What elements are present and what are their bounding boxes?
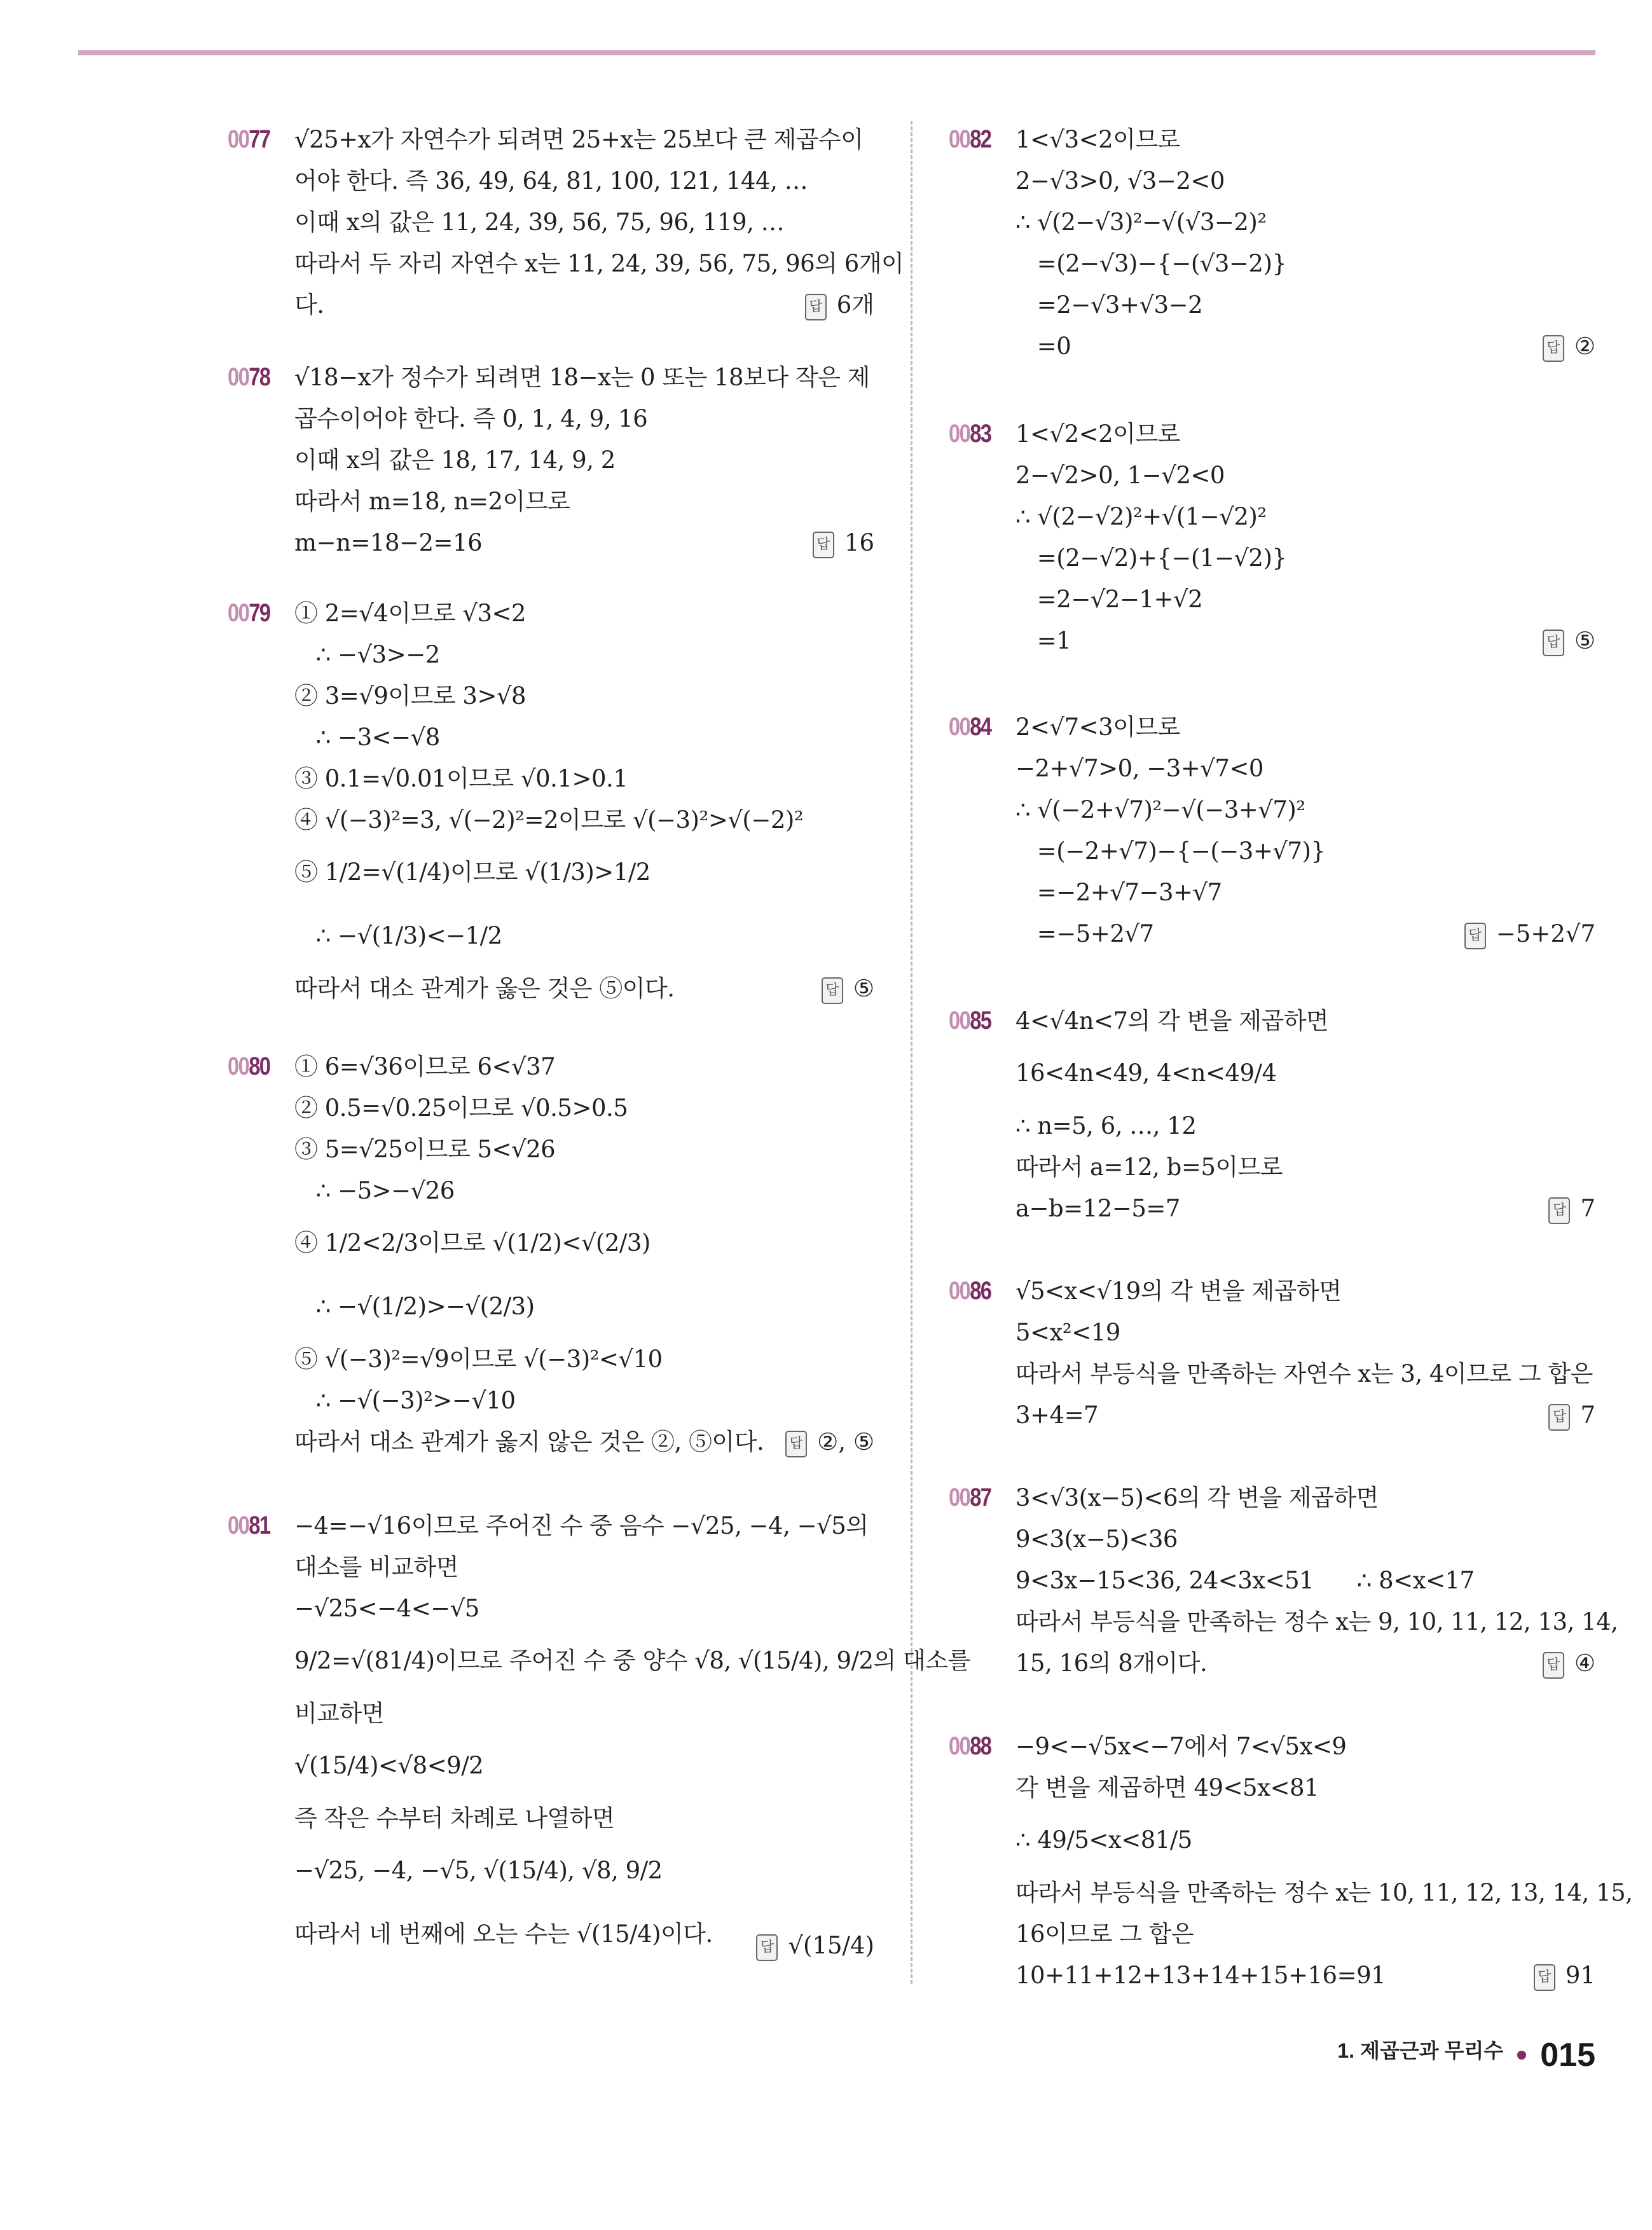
- solution-line: 15, 16의 8개이다.: [1015, 1649, 1208, 1677]
- solution-line: 따라서 부등식을 만족하는 정수 x는 10, 11, 12, 13, 14, 15,: [1015, 1879, 1633, 1906]
- solution-line: √25+x가 자연수가 되려면 25+x는 25보다 큰 제곱수이: [294, 126, 864, 153]
- solution-line: a−b=12−5=7: [1015, 1195, 1180, 1222]
- answer: [1543, 1642, 1595, 1684]
- answer: [756, 1925, 874, 1966]
- solution-0086: [949, 1270, 1595, 1436]
- solution-line: ⑤ 1/2=√(1/4)이므로 √(1/3)>1/2: [294, 858, 650, 886]
- solution-line: √(15/4)<√8<9/2: [294, 1752, 484, 1779]
- solution-line: 9<3x−15<36, 24<3x<51 ∴ 8<x<17: [1015, 1567, 1475, 1594]
- solution-line: −4=−√16이므로 주어진 수 중 음수 −√25, −4, −√5의: [294, 1512, 869, 1539]
- solution-line: 따라서 부등식을 만족하는 정수 x는 9, 10, 11, 12, 13, 14,: [1015, 1608, 1618, 1635]
- solution-0078: [228, 357, 874, 563]
- answer: [785, 1421, 874, 1463]
- solution-line: 2−√3>0, √3−2<0: [1015, 167, 1225, 195]
- problem-number: 0077: [228, 125, 270, 153]
- solution-line: 2−√2>0, 1−√2<0: [1015, 462, 1225, 489]
- solution-line: −2+√7>0, −3+√7<0: [1015, 755, 1263, 782]
- problem-number: 0085: [949, 1007, 991, 1035]
- solution-line: 다.: [294, 291, 324, 319]
- answer-badge-icon: 답: [822, 977, 843, 1004]
- solution-line: ∴ 49/5<x<81/5: [1015, 1826, 1192, 1854]
- solution-line: =(2−√3)−{−(√3−2)}: [1015, 250, 1287, 277]
- answer-value: ⑤: [1574, 627, 1595, 654]
- solution-line: =1: [1015, 627, 1071, 654]
- solution-line: 비교하면: [294, 1700, 384, 1727]
- solution-line: ∴ n=5, 6, …, 12: [1015, 1112, 1197, 1139]
- solution-line: 2<√7<3이므로: [1015, 713, 1180, 741]
- solution-line: ② 3=√9이므로 3>√8: [294, 682, 527, 710]
- solution-line: ② 0.5=√0.25이므로 √0.5>0.5: [294, 1094, 628, 1122]
- answer-value: 91: [1565, 1962, 1595, 1989]
- problem-number: 0086: [949, 1277, 991, 1305]
- answer-value: 6개: [836, 291, 874, 319]
- solution-line: 9<3(x−5)<36: [1015, 1525, 1178, 1553]
- solution-line: −9<−√5x<−7에서 7<√5x<9: [1015, 1733, 1347, 1760]
- solution-line: m−n=18−2=16: [294, 529, 483, 556]
- solution-line: ∴ −√(1/2)>−√(2/3): [294, 1293, 535, 1320]
- answer-value: 7: [1580, 1401, 1595, 1429]
- answer: [1548, 1188, 1595, 1229]
- problem-number: 0081: [228, 1511, 270, 1539]
- answer: [1548, 1394, 1595, 1436]
- solution-line: ∴ −5>−√26: [294, 1177, 455, 1204]
- answer-badge-icon: 답: [756, 1934, 778, 1961]
- answer-badge-icon: 답: [1543, 1652, 1564, 1679]
- solution-line: 1<√2<2이므로: [1015, 420, 1180, 448]
- solution-line: ∴ √(2−√3)²−√(√3−2)²: [1015, 209, 1267, 236]
- answer-badge-icon: 답: [1543, 630, 1564, 656]
- solution-line: −√25<−4<−√5: [294, 1595, 479, 1622]
- solution-line: 대소를 비교하면: [294, 1553, 458, 1581]
- solution-line: 따라서 부등식을 만족하는 자연수 x는 3, 4이므로 그 합은: [1015, 1360, 1593, 1387]
- solution-line: 즉 작은 수부터 차례로 나열하면: [294, 1805, 615, 1832]
- solution-line: 따라서 대소 관계가 옳은 것은 ⑤이다.: [294, 975, 675, 1002]
- solution-line: ∴ −3<−√8: [294, 724, 440, 751]
- solution-0085: [949, 1000, 1595, 1229]
- problem-number: 0078: [228, 363, 270, 391]
- solution-line: ③ 5=√25이므로 5<√26: [294, 1136, 556, 1163]
- solution-line: ∴ √(2−√2)²+√(1−√2)²: [1015, 503, 1267, 530]
- page-number: 015: [1540, 2036, 1595, 2074]
- solution-line: =0: [1015, 333, 1071, 360]
- solution-line: 따라서 네 번째에 오는 수는 √(15/4)이다.: [294, 1920, 713, 1948]
- solution-line: 따라서 대소 관계가 옳지 않은 것은 ②, ⑤이다.: [294, 1428, 764, 1456]
- column-divider: [911, 121, 912, 1984]
- solution-line: 5<x²<19: [1015, 1319, 1120, 1346]
- answer-badge-icon: 답: [785, 1431, 807, 1457]
- chapter-title: 1. 제곱근과 무리수: [1337, 2039, 1504, 2062]
- page-footer: [1337, 2028, 1595, 2073]
- solution-line: ∴ √(−2+√7)²−√(−3+√7)²: [1015, 796, 1305, 823]
- answer-badge-icon: 답: [1543, 335, 1564, 362]
- problem-number: 0080: [228, 1052, 270, 1080]
- answer-badge-icon: 답: [1464, 923, 1486, 949]
- solution-line: ① 2=√4이므로 √3<2: [294, 600, 527, 627]
- solution-0083: [949, 413, 1595, 661]
- answer-badge-icon: 답: [805, 294, 827, 320]
- solution-line: =2−√2−1+√2: [1015, 586, 1203, 613]
- bullet-icon: [1517, 2051, 1526, 2060]
- solution-0082: [949, 119, 1595, 367]
- solution-line: ③ 0.1=√0.01이므로 √0.1>0.1: [294, 765, 628, 792]
- solution-line: 따라서 a=12, b=5이므로: [1015, 1153, 1283, 1181]
- answer: [813, 522, 874, 563]
- solution-0087: [949, 1477, 1618, 1684]
- answer-badge-icon: 답: [1548, 1197, 1570, 1224]
- solution-line: 9/2=√(81/4)이므로 주어진 수 중 양수 √8, √(15/4), 9/2의 대소를: [294, 1647, 970, 1674]
- solution-0077: [228, 119, 904, 326]
- solution-line: 3+4=7: [1015, 1401, 1099, 1429]
- solution-line: 16<4n<49, 4<n<49/4: [1015, 1059, 1277, 1087]
- answer: [1464, 913, 1595, 954]
- solution-line: ∴ −√(−3)²>−√10: [294, 1387, 516, 1414]
- answer: [805, 284, 874, 326]
- answer-value: ②, ⑤: [817, 1428, 874, 1456]
- solution-line: 이때 x의 값은 18, 17, 14, 9, 2: [294, 446, 616, 474]
- solution-line: ∴ −√3>−2: [294, 641, 440, 668]
- solution-line: ④ 1/2<2/3이므로 √(1/2)<√(2/3): [294, 1229, 650, 1256]
- problem-number: 0088: [949, 1732, 991, 1760]
- answer-value: 7: [1580, 1195, 1595, 1222]
- solution-line: 곱수이어야 한다. 즉 0, 1, 4, 9, 16: [294, 405, 648, 432]
- answer-value: ⑤: [853, 975, 874, 1002]
- solution-line: 따라서 두 자리 자연수 x는 11, 24, 39, 56, 75, 96의 6개이: [294, 250, 904, 277]
- solution-0088: [949, 1726, 1633, 1996]
- solution-line: ① 6=√36이므로 6<√37: [294, 1053, 556, 1080]
- solution-line: =−2+√7−3+√7: [1015, 879, 1222, 906]
- problem-number: 0084: [949, 713, 991, 741]
- header-rule: [78, 50, 1595, 55]
- solution-line: √5<x<√19의 각 변을 제곱하면: [1015, 1277, 1342, 1305]
- solution-line: 1<√3<2이므로: [1015, 126, 1180, 153]
- solution-line: 이때 x의 값은 11, 24, 39, 56, 75, 96, 119, …: [294, 209, 785, 236]
- answer-value: −5+2√7: [1496, 920, 1595, 947]
- answer-value: ②: [1574, 333, 1595, 360]
- problem-number: 0087: [949, 1483, 991, 1511]
- solution-line: ④ √(−3)²=3, √(−2)²=2이므로 √(−3)²>√(−2)²: [294, 806, 804, 834]
- solution-line: =2−√3+√3−2: [1015, 291, 1203, 319]
- answer-badge-icon: 답: [813, 532, 834, 558]
- answer-badge-icon: 답: [1548, 1404, 1570, 1431]
- solution-line: =(2−√2)+{−(1−√2)}: [1015, 544, 1287, 572]
- solution-0080: [228, 1046, 874, 1463]
- solution-line: 따라서 m=18, n=2이므로: [294, 488, 570, 515]
- solution-line: −√25, −4, −√5, √(15/4), √8, 9/2: [294, 1857, 663, 1884]
- problem-number: 0079: [228, 599, 270, 627]
- solution-0084: [949, 706, 1595, 954]
- solution-line: 3<√3(x−5)<6의 각 변을 제곱하면: [1015, 1484, 1379, 1511]
- answer-value: ④: [1574, 1649, 1595, 1677]
- solution-0079: [228, 593, 874, 1009]
- solution-line: √18−x가 정수가 되려면 18−x는 0 또는 18보다 작은 제: [294, 364, 870, 391]
- answer-badge-icon: 답: [1534, 1964, 1555, 1991]
- answer: [1543, 620, 1595, 661]
- answer-value: 16: [844, 529, 874, 556]
- problem-number: 0083: [949, 420, 991, 448]
- answer-value: √(15/4): [788, 1932, 874, 1959]
- solution-line: 각 변을 제곱하면 49<5x<81: [1015, 1774, 1319, 1801]
- solution-line: ⑤ √(−3)²=√9이므로 √(−3)²<√10: [294, 1346, 663, 1373]
- solution-line: 4<√4n<7의 각 변을 제곱하면: [1015, 1007, 1329, 1035]
- solution-line: 어야 한다. 즉 36, 49, 64, 81, 100, 121, 144, …: [294, 167, 808, 195]
- solution-line: 10+11+12+13+14+15+16=91: [1015, 1962, 1386, 1989]
- solution-line: =−5+2√7: [1015, 920, 1154, 947]
- answer: [822, 968, 874, 1009]
- answer: [1543, 326, 1595, 367]
- solution-line: 16이므로 그 합은: [1015, 1920, 1194, 1948]
- problem-number: 0082: [949, 125, 991, 153]
- solution-line: =(−2+√7)−{−(−3+√7)}: [1015, 837, 1326, 865]
- solution-line: ∴ −√(1/3)<−1/2: [294, 922, 502, 949]
- answer: [1534, 1955, 1595, 1996]
